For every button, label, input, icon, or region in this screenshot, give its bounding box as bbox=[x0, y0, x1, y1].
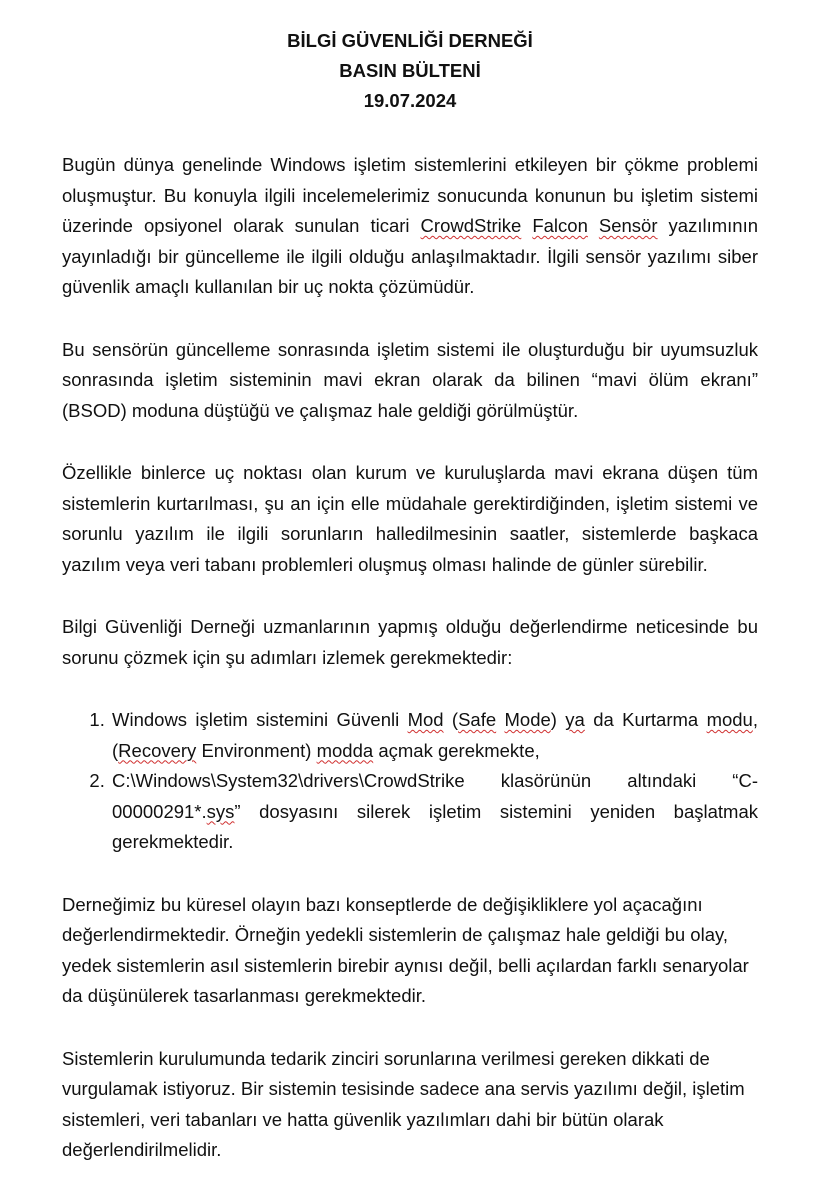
paragraph-intro bbox=[62, 150, 758, 303]
step-text: ) bbox=[550, 709, 566, 730]
remediation-steps-list bbox=[62, 705, 758, 858]
document-header bbox=[62, 26, 758, 116]
paragraph-recovery-time: Özellikle binlerce uç noktası olan kurum ve kuruluşlarda mavi ekrana düşen tüm sistemlerin kurtarılması, şu an için elle müdahale gerektirdiğinden, işletim sistemi ve sorunlu yazılım ile ilgili sorunların halledilmesinin saatler, sistemlerde başkaca yazılım veya veri tabanı problemleri oluşmuş olması halinde de günler sürebilir. bbox=[62, 462, 758, 575]
step-text: açmak gerekmekte, bbox=[373, 739, 540, 761]
step-text: da Kurtarma bbox=[584, 709, 707, 730]
spellcheck-word: modda bbox=[316, 739, 374, 761]
release-date: 19.07.2024 bbox=[363, 90, 457, 111]
paragraph-bsod: Bu sensörün güncelleme sonrasında işletim sistemi ile oluşturduğu bir uyumsuzluk sonrasında işletim sisteminin mavi ekran olarak da bilinen “mavi ölüm ekranı” (BSOD) moduna düştüğü ve çalışmaz hale geldiği görülmüştür. bbox=[62, 338, 758, 421]
step-text: C:\Windows\System32\drivers\CrowdStrike klasörünün altındaki “C-00000291*. bbox=[112, 770, 758, 822]
organization-title: BİLGİ GÜVENLİĞİ DERNEĞİ bbox=[287, 30, 533, 51]
step-text: ( bbox=[443, 709, 459, 730]
spellcheck-word: CrowdStrike bbox=[420, 215, 522, 236]
paragraph-supply-chain: Sistemlerin kurulumunda tedarik zinciri sorunlarına verilmesi gereken dikkati de vurgulamak istiyoruz. Bir sistemin tesisinde sadece ana servis yazılımı değil, işletim sistemleri, veri tabanları ve hatta güvenlik yazılımları dahi bir bütün olarak değerlendirilmelidir. bbox=[62, 1047, 745, 1160]
paragraph-concepts: Derneğimiz bu küresel olayın bazı konseptlerde de değişikliklere yol açacağını değerlendirmektedir. Örneğin yedekli sistemlerin de çalışmaz hale geldiği bu olay, yedek sistemlerin asıl sistemlerin birebir aynısı değil, belli açılardan farklı senaryolar da düşünülerek tasarlanması gerekmektedir. bbox=[62, 893, 749, 1006]
space bbox=[496, 709, 504, 730]
spellcheck-word: modu bbox=[706, 709, 753, 730]
step-text: ” dosyasını silerek işletim sistemini yeniden başlatmak gerekmektedir. bbox=[112, 800, 758, 852]
step-text: Windows işletim sistemini Güvenli bbox=[112, 709, 408, 730]
space bbox=[521, 215, 532, 236]
press-release-page bbox=[62, 26, 758, 1198]
spellcheck-word: Safe bbox=[458, 709, 497, 730]
step-text: , ( bbox=[112, 709, 758, 761]
list-item bbox=[110, 766, 758, 858]
paragraph-steps-intro: Bilgi Güvenliği Derneği uzmanlarının yapmış olduğu değerlendirme neticesinde bu sorunu çözmek için şu adımları izlemek gerekmektedir: bbox=[62, 616, 758, 668]
spellcheck-word: ya bbox=[565, 709, 585, 730]
document-type-title: BASIN BÜLTENİ bbox=[339, 60, 481, 81]
spellcheck-word: sys bbox=[206, 800, 235, 822]
space bbox=[588, 215, 599, 236]
spellcheck-word: Recovery bbox=[118, 739, 197, 761]
paragraph-intro-text: Bugün dünya genelinde Windows işletim sistemlerini etkileyen bir çökme problemi oluşmuştur. Bu konuyla ilgili incelemelerimiz sonucunda konunun bu işletim sistemi üzerinde opsiyonel olarak sunulan ticari bbox=[62, 154, 758, 236]
spellcheck-word: Mode bbox=[504, 709, 551, 730]
spellcheck-word: Mod bbox=[407, 709, 444, 730]
spellcheck-word: Sensör bbox=[598, 215, 658, 236]
step-text: Environment) bbox=[196, 739, 317, 761]
spellcheck-word: Falcon bbox=[532, 215, 588, 236]
list-item bbox=[110, 705, 758, 766]
paragraph-intro-text-end: yazılımının yayınladığı bir güncelleme ile ilgili olduğu anlaşılmaktadır. İlgili sensör yazılımı siber güvenlik amaçlı kullanılan bir uç nokta çözümüdür. bbox=[62, 215, 758, 297]
